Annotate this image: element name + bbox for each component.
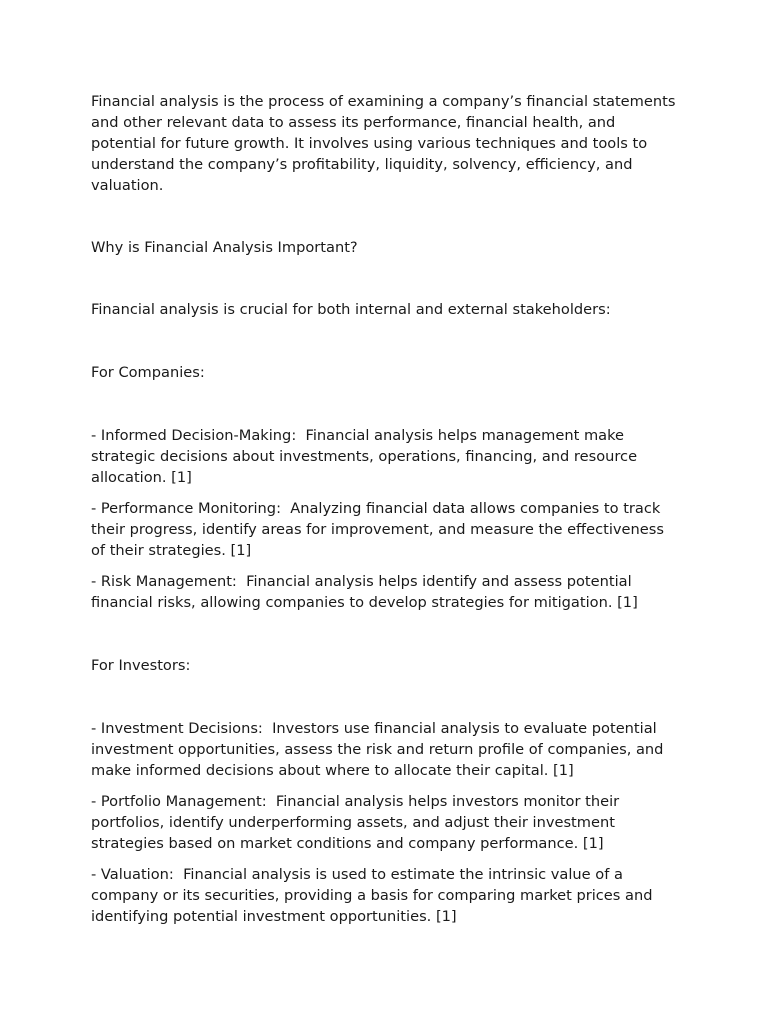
list-item: - Valuation: Financial analysis is used to estimate the intrinsic value of a company or its securities, providing a basis for comparing market prices and identifying potential investment opportunities. [1] xyxy=(91,866,658,925)
list-item: - Risk Management: Financial analysis helps identify and assess potential financial risks, allowing companies to develop strategies for mitigation. [1] xyxy=(91,573,638,611)
section-heading: Why is Financial Analysis Important? xyxy=(91,239,358,256)
intro-paragraph: Financial analysis is the process of examining a company’s financial statements and other relevant data to assess its performance, financial health, and potential for future growth. It involves using various techniques and tools to understand the company’s profitability, liquidity, solvency, efficiency, and valuation. xyxy=(91,93,681,194)
list-item: - Portfolio Management: Financial analysis helps investors monitor their portfolios, identify underperforming assets, and adjust their investment strategies based on market conditions and company performance. [1] xyxy=(91,793,624,852)
investors-label: For Investors: xyxy=(91,657,191,674)
document-page xyxy=(91,91,681,937)
list-item: - Performance Monitoring: Analyzing financial data allows companies to track their progress, identify areas for improvement, and measure the effectiveness of their strategies. [1] xyxy=(91,500,669,559)
list-item: - Informed Decision-Making: Financial analysis helps management make strategic decisions about investments, operations, financing, and resource allocation. [1] xyxy=(91,427,642,486)
companies-label: For Companies: xyxy=(91,364,205,381)
list-item: - Investment Decisions: Investors use financial analysis to evaluate potential investment opportunities, assess the risk and return profile of companies, and make informed decisions about where to allocate their capital. [1] xyxy=(91,720,669,779)
lead-paragraph: Financial analysis is crucial for both internal and external stakeholders: xyxy=(91,301,611,318)
